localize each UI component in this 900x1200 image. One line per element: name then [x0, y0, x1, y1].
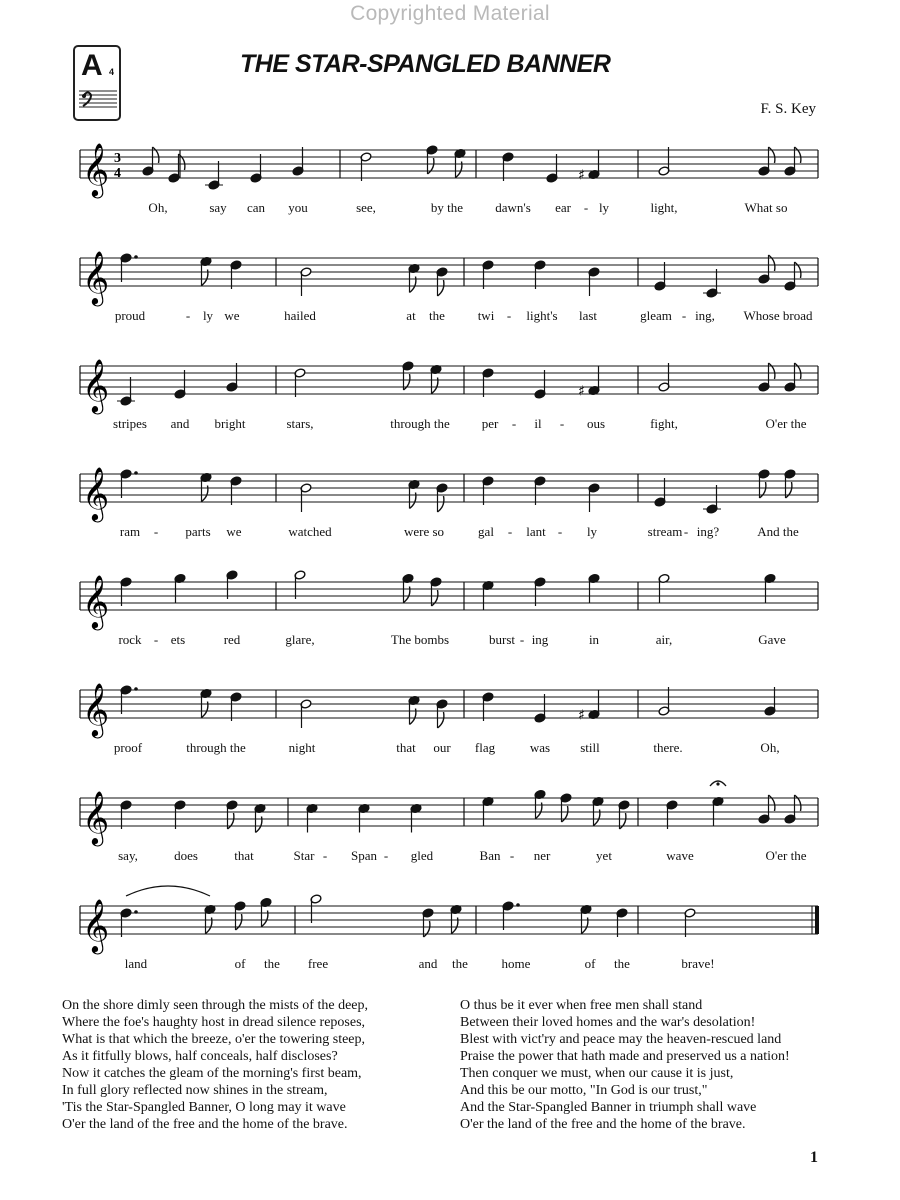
- composer-credit: F. S. Key: [760, 101, 816, 117]
- lyric-syllable: -: [557, 524, 563, 539]
- lyric-syllable: watched: [288, 524, 332, 539]
- treble-clef-icon: 𝄞: [82, 790, 110, 844]
- lyric-syllable: il: [534, 416, 542, 431]
- lyric-syllable: free: [307, 956, 329, 971]
- verse-right: [460, 997, 790, 1133]
- lyric-syllable: glare,: [285, 632, 315, 647]
- treble-clef-icon: 𝄞: [82, 142, 110, 196]
- treble-clef-icon: 𝄞: [82, 574, 110, 628]
- song-title: THE STAR-SPANGLED BANNER: [240, 50, 611, 78]
- note-dot: [134, 687, 138, 691]
- lyric-syllable: ear: [555, 200, 571, 215]
- note-flag: [769, 795, 775, 811]
- sharp-icon: ♯: [578, 707, 585, 724]
- lyric-syllable: of: [234, 956, 246, 971]
- lyric-syllable: in: [588, 632, 600, 647]
- lyric-syllable: -: [153, 632, 159, 647]
- lyric-syllable: flag: [474, 740, 496, 755]
- verse-line: Where the foe's haughty host in dread silence reposes,: [62, 1015, 366, 1030]
- lyric-syllable: Ban: [479, 848, 501, 863]
- verse-line: O thus be it ever when free men shall stand: [460, 998, 703, 1013]
- lyric-syllable: that: [234, 848, 254, 863]
- lyric-syllable: we: [226, 524, 242, 539]
- lyric-syllable: And the: [757, 524, 799, 539]
- lyric-syllable: -: [681, 308, 687, 323]
- lyric-syllable: -: [153, 524, 159, 539]
- lyric-syllable: -: [511, 416, 517, 431]
- lyric-syllable: ner: [533, 848, 551, 863]
- lyric-syllable: light's: [526, 308, 558, 323]
- lyric-syllable: that: [396, 740, 416, 755]
- lyric-syllable: wave: [666, 848, 694, 863]
- lyric-syllable: proud: [114, 308, 146, 323]
- lyric-syllable: O'er the: [765, 416, 807, 431]
- lyric-syllable: see,: [356, 200, 376, 215]
- note-flag: [404, 374, 410, 390]
- lyric-syllable: air,: [655, 632, 673, 647]
- verse-line: Blest with vict'ry and peace may the heaven-rescued land: [460, 1032, 782, 1047]
- lyric-syllable: gled: [410, 848, 434, 863]
- lyric-syllable: dawn's: [495, 200, 531, 215]
- verse-line: On the shore dimly seen through the mists of the deep,: [62, 998, 368, 1013]
- lyric-syllable: Gave: [758, 632, 786, 647]
- lyric-syllable: ets: [170, 632, 186, 647]
- lyric-syllable: does: [174, 848, 198, 863]
- lyric-syllable: Oh,: [148, 200, 168, 215]
- lyric-syllable: the: [452, 956, 468, 971]
- verse-line: O'er the land of the free and the home of the brave.: [460, 1117, 746, 1132]
- lyric-syllable: -: [583, 200, 589, 215]
- lyric-syllable: stars,: [286, 416, 314, 431]
- lyric-syllable: by the: [430, 200, 464, 215]
- lyric-syllable: home: [501, 956, 531, 971]
- note-flag: [795, 795, 801, 811]
- note-dot: [134, 255, 138, 259]
- lyric-syllable: What so: [744, 200, 788, 215]
- lyric-syllable: -: [507, 524, 513, 539]
- note-flag: [438, 280, 444, 296]
- lyric-syllable: The bombs: [390, 632, 450, 647]
- level-badge: [73, 45, 121, 121]
- lyric-syllable: -: [509, 848, 515, 863]
- lyric-syllable: light,: [650, 200, 678, 215]
- verse-line: As it fitfully blows, half conceals, half discloses?: [62, 1049, 338, 1064]
- treble-clef-icon: 𝄞: [82, 250, 110, 304]
- copyright-watermark: Copyrighted Material: [350, 2, 550, 25]
- lyric-syllable: -: [519, 632, 525, 647]
- lyric-syllable: per: [481, 416, 499, 431]
- lyric-syllable: ly: [586, 524, 598, 539]
- note-flag: [795, 147, 801, 163]
- note-flag: [432, 590, 438, 606]
- lyric-syllable: ram: [119, 524, 141, 539]
- lyric-syllable: bright: [214, 416, 246, 431]
- lyric-syllable: lant: [526, 524, 546, 539]
- note-flag: [562, 806, 568, 822]
- note-flag: [620, 813, 626, 829]
- lyric-syllable: through the: [390, 416, 450, 431]
- note-flag: [760, 482, 766, 498]
- lyric-syllable: can: [246, 200, 266, 215]
- tie-slur: [126, 886, 210, 896]
- lyric-syllable: and: [170, 416, 190, 431]
- verse-line: And this be our motto, "In God is our trust,": [460, 1083, 708, 1098]
- note-flag: [769, 255, 775, 271]
- lyric-syllable: red: [223, 632, 241, 647]
- fermata-dot: [716, 782, 719, 785]
- verse-line: 'Tis the Star-Spangled Banner, O long may it wave: [62, 1100, 346, 1115]
- verse-line: Between their loved homes and the war's desolation!: [460, 1015, 756, 1030]
- lyric-syllable: Span: [351, 848, 377, 863]
- lyric-syllable: -: [185, 308, 191, 323]
- bass-clef-staff-icon: [79, 87, 117, 111]
- lyric-syllable: -: [322, 848, 328, 863]
- note-dot: [516, 903, 520, 907]
- treble-clef-icon: 𝄞: [82, 898, 110, 952]
- lyric-syllable: night: [288, 740, 316, 755]
- note-flag: [769, 147, 775, 163]
- treble-clef-icon: 𝄞: [82, 358, 110, 412]
- lyric-syllable: at: [406, 308, 416, 323]
- lyric-syllable: our: [433, 740, 451, 755]
- lyric-syllable: -: [683, 524, 689, 539]
- note-flag: [786, 482, 792, 498]
- note-flag: [438, 496, 444, 512]
- note-flag: [795, 363, 801, 379]
- lyric-syllable: burst: [489, 632, 515, 647]
- time-signature-bottom: 4: [114, 166, 121, 181]
- verse-line: And the Star-Spangled Banner in triumph shall wave: [460, 1100, 757, 1115]
- note-flag: [428, 158, 434, 174]
- lyric-syllable: ing: [531, 632, 549, 647]
- badge-subscript: 4: [109, 67, 115, 77]
- time-signature-top: 3: [114, 151, 121, 166]
- lyric-syllable: -: [506, 308, 512, 323]
- lyric-syllable: gal: [478, 524, 494, 539]
- final-barline-thick: [815, 906, 819, 934]
- lyric-syllable: ing,: [695, 308, 715, 323]
- note-dot: [134, 471, 138, 475]
- note-flag: [424, 921, 430, 937]
- lyric-syllable: the: [264, 956, 280, 971]
- lyric-syllable: of: [584, 956, 596, 971]
- sharp-icon: ♯: [578, 383, 585, 400]
- lyric-syllable: was: [529, 740, 551, 755]
- lyric-syllable: through the: [186, 740, 246, 755]
- verse-line: Then conquer we must, when our cause it is just,: [460, 1066, 734, 1081]
- lyric-syllable: parts: [185, 524, 211, 539]
- lyric-syllable: ly: [202, 308, 214, 323]
- note-flag: [236, 914, 242, 930]
- lyric-syllable: and: [418, 956, 438, 971]
- lyric-syllable: rock: [118, 632, 142, 647]
- note-flag: [228, 813, 234, 829]
- lyric-syllable: -: [383, 848, 389, 863]
- lyric-syllable: still: [580, 740, 600, 755]
- verse-line: In full glory reflected now shines in the stream,: [62, 1083, 328, 1098]
- lyric-syllable: gleam: [640, 308, 672, 323]
- sharp-icon: ♯: [578, 167, 585, 184]
- lyric-syllable: say,: [118, 848, 138, 863]
- lyric-syllable: stripes: [113, 416, 147, 431]
- verse-left: [62, 997, 368, 1133]
- lyric-syllable: you: [288, 200, 308, 215]
- verse-line: O'er the land of the free and the home of the brave.: [62, 1117, 348, 1132]
- lyric-syllable: O'er the: [765, 848, 807, 863]
- lyric-syllable: say: [209, 200, 227, 215]
- lyric-syllable: yet: [596, 848, 612, 863]
- note-dot: [134, 910, 138, 914]
- treble-clef-icon: 𝄞: [82, 682, 110, 736]
- lyric-syllable: fight,: [650, 416, 678, 431]
- lyric-syllable: ly: [598, 200, 610, 215]
- note-flag: [769, 363, 775, 379]
- verse-line: Praise the power that hath made and preserved us a nation!: [460, 1049, 790, 1064]
- note-flag: [153, 147, 159, 163]
- lyric-syllable: land: [124, 956, 148, 971]
- page-number: 1: [810, 1149, 818, 1166]
- lyric-syllable: last: [578, 308, 598, 323]
- lyric-syllable: Star: [293, 848, 315, 863]
- lyric-syllable: the: [429, 308, 445, 323]
- lyric-syllable: the: [614, 956, 630, 971]
- lyric-syllable: Oh,: [760, 740, 780, 755]
- lyric-syllable: Whose broad: [743, 308, 813, 323]
- lyric-syllable: proof: [113, 740, 143, 755]
- lyric-syllable: ous: [586, 416, 606, 431]
- note-flag: [795, 262, 801, 278]
- lyric-syllable: hailed: [284, 308, 316, 323]
- badge-letter: A: [81, 49, 103, 82]
- verse-line: What is that which the breeze, o'er the towering steep,: [62, 1032, 366, 1047]
- lyric-syllable: we: [224, 308, 240, 323]
- note-flag: [438, 712, 444, 728]
- treble-clef-icon: 𝄞: [82, 466, 110, 520]
- lyric-syllable: stream: [647, 524, 683, 539]
- lyric-syllable: -: [559, 416, 565, 431]
- lyric-syllable: twi: [477, 308, 495, 323]
- lyric-syllable: were so: [403, 524, 445, 539]
- lyric-syllable: there.: [653, 740, 683, 755]
- verse-line: Now it catches the gleam of the morning's first beam,: [62, 1066, 362, 1081]
- lyric-syllable: brave!: [681, 956, 715, 971]
- lyric-syllable: ing?: [696, 524, 720, 539]
